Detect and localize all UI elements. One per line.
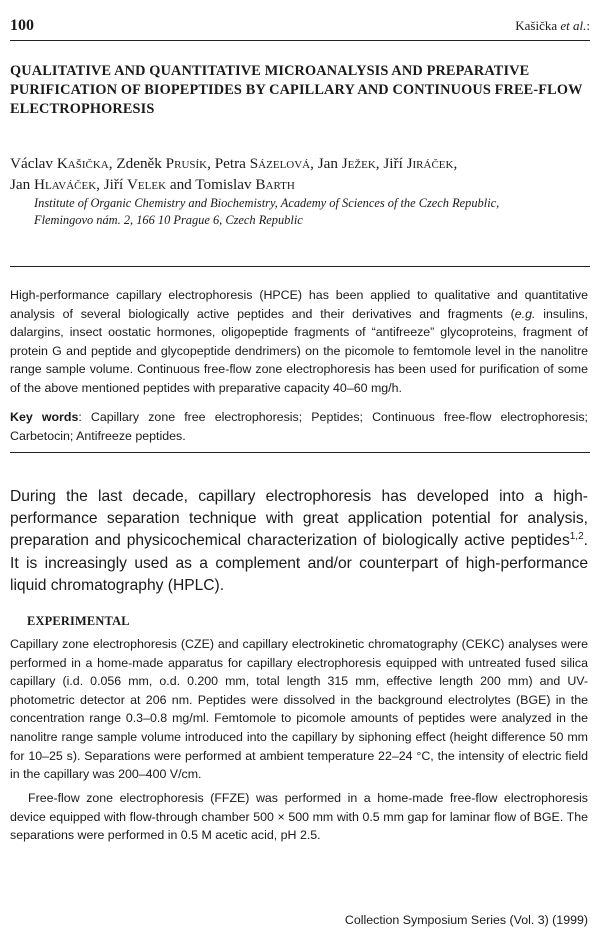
abstract-bottom-rule bbox=[10, 452, 590, 453]
keywords-text: : Capillary zone free electrophoresis; Peptides; Continuous free-flow electrophoresis; Carbetocin; Antifreeze peptides. bbox=[10, 410, 588, 443]
keywords bbox=[10, 408, 588, 445]
introduction-paragraph bbox=[10, 486, 588, 597]
keywords-label: Key words bbox=[10, 410, 79, 424]
running-author-etal: et al. bbox=[560, 18, 587, 33]
author-given-name: Petra bbox=[214, 155, 250, 172]
affiliation-line-1: Institute of Organic Chemistry and Biochemistry, Academy of Sciences of the Czech Republic, bbox=[34, 196, 500, 210]
intro-text-1: During the last decade, capillary electrophoresis has developed into a high-performance separation technique with great application potential for analysis, preparation and physicochemical characterization of biologically active peptides bbox=[10, 488, 588, 550]
article-title: QUALITATIVE AND QUANTITATIVE MICROANALYSIS AND PREPARATIVE PURIFICATION OF BIOPEPTIDES BY CAPILLARY AND CONTINUOUS FREE-FLOW ELECTROPHORESIS bbox=[10, 63, 583, 117]
author-family-name: Prusík bbox=[165, 155, 208, 172]
intro-citation: 1,2 bbox=[569, 531, 584, 543]
author-given-name: Jan bbox=[317, 155, 342, 172]
running-author-name: Kašička bbox=[515, 18, 558, 33]
author-given-name: Zdeněk bbox=[116, 155, 166, 172]
author-name bbox=[10, 155, 109, 172]
experimental-paragraph-1: Capillary zone electrophoresis (CZE) and capillary electrokinetic chromatography (CEKC) analyses were performed in a home-made apparatus for capillary electrophoresis equipped with untreated fused silica capillary (i.d. 0.056 mm, o.d. 0.200 mm, total length 315 mm, effective length 200 mm) and UV-photometric detector at 206 nm. Peptides were dissolved in the background electrolytes (BGE) in the concentration range 0.3–0.8 mg/ml. Femtomole to picomole amounts of peptides were analyzed in the nanolitre range sample volume introduced into the capillary by siphoning effect (height difference 50 mm for 10–25 s). Separations were performed at ambient temperature 22–24 °C, the intensity of electric field in the capillary was 200–400 V/cm. bbox=[10, 637, 588, 782]
author-name bbox=[215, 155, 310, 172]
author-list: Václav Kašička, Zdeněk Prusík, Petra Sázelová, Jan Ježek, Jiří Jiráček, Jan Hlaváček, Jiří Velek and Tomislav Barth bbox=[10, 155, 458, 193]
section-heading-experimental: EXPERIMENTAL bbox=[27, 614, 130, 628]
author-family-name: Velek bbox=[126, 176, 167, 193]
abstract-eg: e.g. bbox=[514, 306, 536, 321]
author-given-name: Jiří bbox=[103, 176, 127, 193]
author-given-name: Jan bbox=[10, 176, 35, 193]
author-name bbox=[318, 155, 376, 172]
abstract-part-2: insulins, dalargins, insect oostatic hormones, oligopeptide fragments of “antifreeze” glycoproteins, fragment of protein G and peptide and glycopeptide dendrimers) on the picomole to femtomole level in the nanolitre range sample volume. Continuous free-flow zone electrophoresis has been used for purification of some of the above mentioned peptides with preparative capacity 40–60 mg/h. bbox=[10, 306, 588, 395]
author-family-name: Jiráček bbox=[406, 155, 454, 172]
running-author-colon: : bbox=[586, 18, 590, 33]
affiliation bbox=[34, 195, 586, 229]
running-author bbox=[515, 18, 590, 34]
running-head bbox=[10, 17, 590, 37]
abstract bbox=[10, 286, 588, 398]
intro-text-2: . It is increasingly used as a complement and/or counterpart of high-performance liquid chromatography (HPLC). bbox=[10, 532, 588, 594]
author-family-name: Barth bbox=[255, 176, 295, 193]
experimental-paragraph-2: Free-flow zone electrophoresis (FFZE) was performed in a home-made free-flow electrophoresis device equipped with flow-through chamber 500 × 500 mm with 0.5 mm gap for laminar flow of BGE. The separations were performed in 0.5 M acetic acid, pH 2.5. bbox=[10, 791, 588, 843]
author-given-name: Václav bbox=[10, 155, 57, 172]
author-name bbox=[195, 176, 295, 193]
author-family-name: Ježek bbox=[341, 155, 376, 172]
header-rule bbox=[10, 40, 590, 41]
abstract-top-rule bbox=[10, 266, 590, 267]
author-name bbox=[116, 155, 207, 172]
author-name bbox=[104, 176, 166, 193]
author-family-name: Hlaváček bbox=[34, 176, 97, 193]
author-given-name: Jiří bbox=[383, 155, 407, 172]
footer-series: Collection Symposium Series (Vol. 3) (1999) bbox=[344, 913, 588, 927]
author-name bbox=[383, 155, 453, 172]
affiliation-line-2: Flemingovo nám. 2, 166 10 Prague 6, Czech Republic bbox=[34, 213, 303, 227]
page-number: 100 bbox=[10, 17, 34, 34]
author-family-name: Sázelová bbox=[249, 155, 311, 172]
author-given-name: Tomislav bbox=[195, 176, 256, 193]
author-family-name: Kašička bbox=[56, 155, 109, 172]
abstract-part-1: High-performance capillary electrophoresis (HPCE) has been applied to qualitative and quantitative analysis of several biologically active peptides and their derivatives and fragments ( bbox=[10, 288, 588, 321]
author-name bbox=[10, 176, 96, 193]
